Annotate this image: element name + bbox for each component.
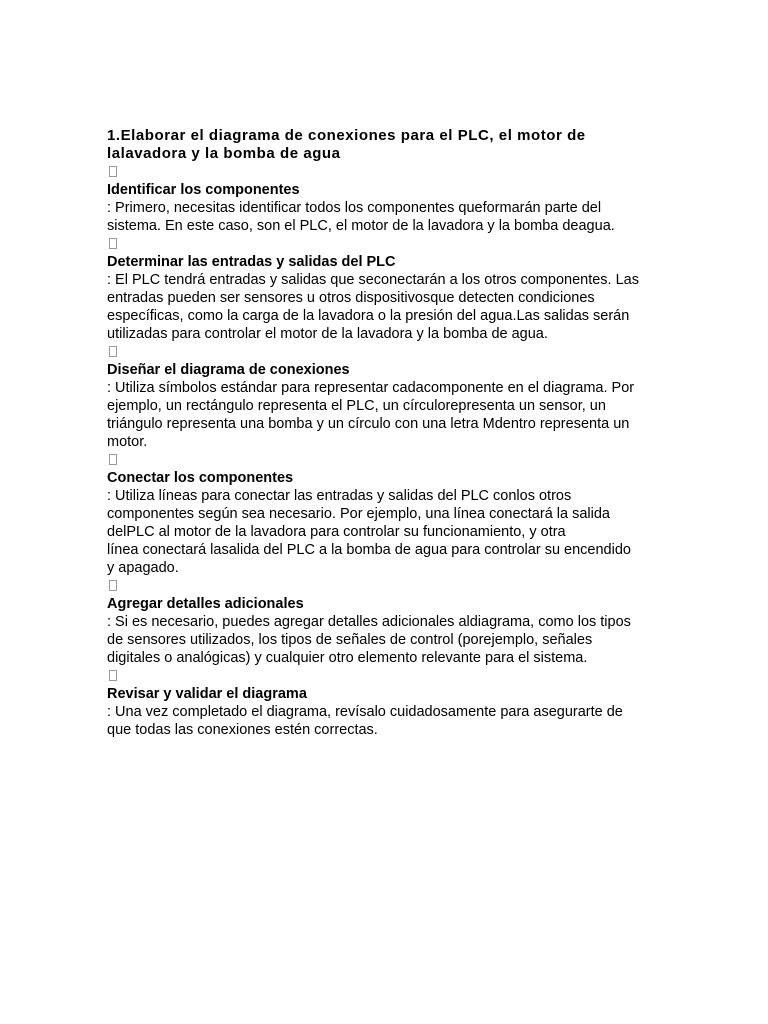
missing-glyph-box-icon — [109, 670, 117, 681]
section-conectar — [107, 454, 667, 577]
body-line: sistema. En este caso, son el PLC, el motor de la lavadora y la bomba deagua. — [107, 218, 615, 234]
missing-glyph-box-icon — [109, 166, 117, 177]
section-identificar — [107, 166, 667, 235]
body-line: : Primero, necesitas identificar todos los componentes queformarán parte del — [107, 200, 602, 216]
section-heading: Conectar los componentes — [107, 470, 294, 486]
section-agregar — [107, 580, 667, 667]
body-line: : Una vez completado el diagrama, revísalo cuidadosamente para asegurarte de — [107, 704, 623, 720]
body-line: : Utiliza símbolos estándar para representar cadacomponente en el diagrama. Por — [107, 380, 635, 396]
body-line: de sensores utilizados, los tipos de señales de control (porejemplo, señales — [107, 632, 593, 648]
section-heading: Diseñar el diagrama de conexiones — [107, 362, 350, 378]
body-line: ejemplo, un rectángulo representa el PLC, un círculorepresenta un sensor, un — [107, 398, 606, 414]
body-line: utilizadas para controlar el motor de la lavadora y la bomba de agua. — [107, 326, 548, 342]
section-heading: Agregar detalles adicionales — [107, 596, 304, 612]
body-line: y apagado. — [107, 560, 179, 576]
missing-glyph-box-icon — [109, 580, 117, 591]
body-line: triángulo representa una bomba y un círculo con una letra Mdentro representa un — [107, 416, 630, 432]
section-body — [107, 379, 667, 451]
section-body — [107, 613, 667, 667]
missing-glyph-box-icon — [109, 454, 117, 465]
body-line: específicas, como la carga de la lavadora o la presión del agua.Las salidas serán — [107, 308, 630, 324]
section-body — [107, 703, 667, 739]
body-line: delPLC al motor de la lavadora para controlar su funcionamiento, y otra — [107, 524, 566, 540]
body-line: : Si es necesario, puedes agregar detalles adicionales aldiagrama, como los tipos — [107, 614, 631, 630]
document-title — [107, 127, 667, 163]
section-body — [107, 271, 667, 343]
section-heading: Revisar y validar el diagrama — [107, 686, 307, 702]
section-heading: Identificar los componentes — [107, 182, 300, 198]
body-line: digitales o analógicas) y cualquier otro elemento relevante para el sistema. — [107, 650, 588, 666]
missing-glyph-box-icon — [109, 346, 117, 357]
document-page — [107, 127, 667, 739]
body-line: motor. — [107, 434, 148, 450]
body-line: línea conectará lasalida del PLC a la bomba de agua para controlar su encendido — [107, 542, 631, 558]
missing-glyph-box-icon — [109, 238, 117, 249]
section-body — [107, 487, 667, 577]
body-line: entradas pueden ser sensores u otros dispositivosque detecten condiciones — [107, 290, 595, 306]
body-line: : El PLC tendrá entradas y salidas que seconectarán a los otros componentes. Las — [107, 272, 639, 288]
document-title-line-2: lalavadora y la bomba de agua — [107, 145, 341, 162]
section-revisar — [107, 670, 667, 739]
body-line: componentes según sea necesario. Por ejemplo, una línea conectará la salida — [107, 506, 610, 522]
section-heading: Determinar las entradas y salidas del PLC — [107, 254, 396, 270]
section-entradas-salidas — [107, 238, 667, 343]
body-line: : Utiliza líneas para conectar las entradas y salidas del PLC conlos otros — [107, 488, 572, 504]
section-body — [107, 199, 667, 235]
body-line: que todas las conexiones estén correctas. — [107, 722, 378, 738]
section-disenar — [107, 346, 667, 451]
document-title-line-1: 1.Elaborar el diagrama de conexiones para el PLC, el motor de — [107, 127, 586, 144]
